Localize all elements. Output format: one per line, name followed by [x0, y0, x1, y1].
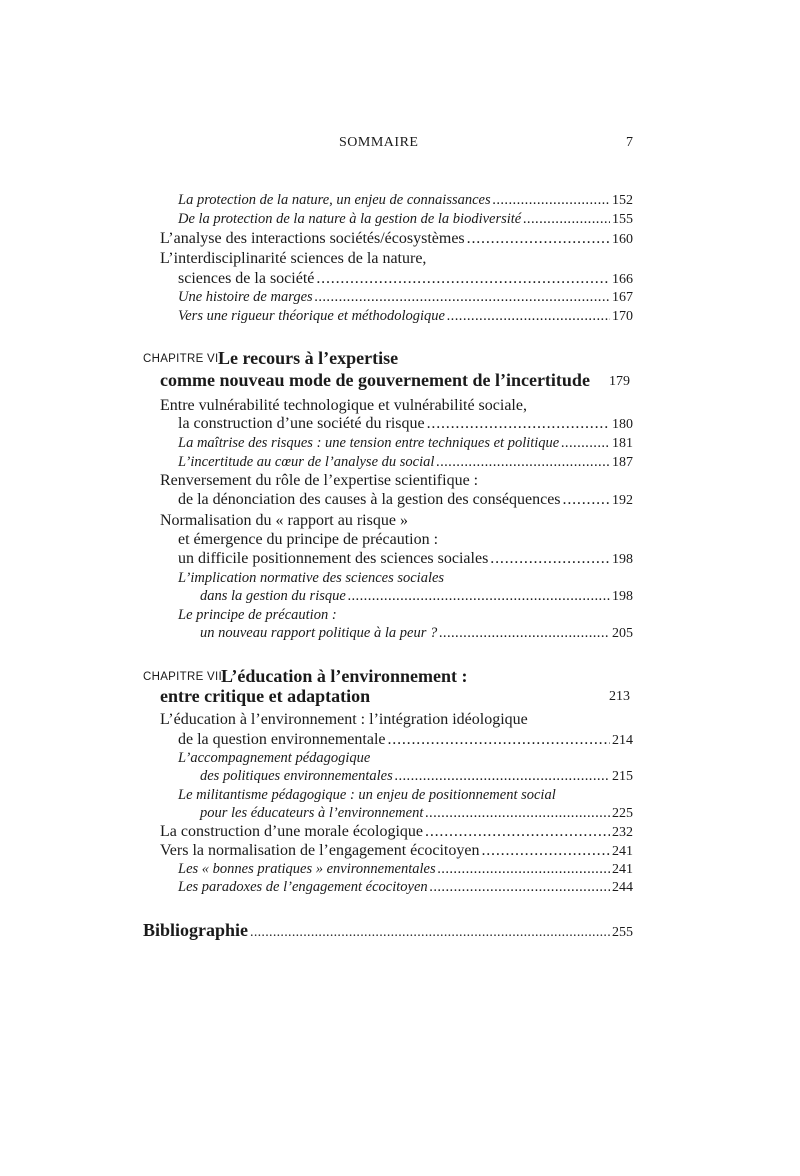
toc-entry-title: de la question environnementale: [178, 731, 386, 748]
leader-dots: [436, 454, 610, 471]
leader-dots: [430, 879, 610, 896]
toc-entry-page: 232: [612, 825, 633, 840]
leader-dots: [481, 842, 610, 860]
toc-entry[interactable]: [160, 842, 633, 860]
toc-entry[interactable]: [178, 435, 633, 452]
leader-dots: [438, 861, 610, 878]
toc-entry[interactable]: [178, 731, 633, 749]
toc-entry[interactable]: [178, 308, 633, 325]
toc-entry[interactable]: [200, 588, 633, 605]
toc-entry-title: L’implication normative des sciences sociales: [178, 570, 445, 586]
toc-entry[interactable]: [160, 823, 633, 841]
toc-entry-title: de la dénonciation des causes à la gestion des conséquences: [178, 491, 561, 508]
toc-entry-title: L’éducation à l’environnement : l’intégration idéologique: [160, 711, 528, 728]
toc-entry-title: De la protection de la nature à la gestion de la biodiversité: [178, 211, 522, 227]
toc-entry-title: Le militantisme pédagogique : un enjeu de positionnement social: [178, 787, 556, 803]
toc-entry-title: L’accompagnement pédagogique: [178, 750, 371, 766]
toc-entry-page: 166: [612, 272, 633, 287]
toc-entry[interactable]: [200, 805, 633, 822]
toc-entry[interactable]: [178, 491, 633, 509]
toc-entry-title: pour les éducateurs à l’environnement: [200, 805, 424, 821]
chapter-label: CHAPITRE VII: [143, 671, 223, 683]
toc-entry-page: 225: [612, 806, 633, 821]
leader-dots: [561, 435, 610, 452]
toc-entry-bibliography[interactable]: [143, 920, 633, 941]
toc-entry-title: L’analyse des interactions sociétés/écosystèmes: [160, 230, 465, 247]
toc-entry-title: Bibliographie: [143, 920, 249, 940]
toc-entry-page: 180: [612, 417, 633, 432]
toc-entry-page: 187: [612, 455, 633, 470]
toc-entry-title: Entre vulnérabilité technologique et vulnérabilité sociale,: [160, 397, 527, 414]
chapter-title[interactable]: entre critique et adaptation: [160, 686, 371, 706]
toc-entry-page: 215: [612, 769, 633, 784]
toc-entry-title: La maîtrise des risques : une tension entre techniques et politique: [178, 435, 560, 451]
toc-entry-title: la construction d’une société du risque: [178, 415, 425, 432]
toc-entry-page: 167: [612, 290, 633, 305]
leader-dots: [315, 289, 610, 306]
toc-entry-page: 170: [612, 309, 633, 324]
toc-entry-page: 205: [612, 626, 633, 641]
toc-entry[interactable]: [178, 454, 633, 471]
chapter-page: 179: [609, 374, 630, 389]
leader-dots: [348, 588, 610, 605]
chapter-title[interactable]: comme nouveau mode de gouvernement de l’incertitude: [160, 370, 590, 390]
toc-entry-page: 155: [612, 212, 633, 227]
chapter-page: 213: [609, 689, 630, 704]
toc-entry[interactable]: [178, 415, 633, 433]
toc-entry-page: 181: [612, 436, 633, 451]
toc-entry-title: Le principe de précaution :: [178, 607, 337, 623]
toc-entry-title: L’interdisciplinarité sciences de la nature,: [160, 250, 427, 267]
running-header-title: SOMMAIRE: [339, 135, 419, 150]
leader-dots: [490, 550, 610, 568]
toc-entry-title: Vers une rigueur théorique et méthodologique: [178, 308, 445, 324]
leader-dots: [493, 192, 610, 209]
toc-entry-page: 241: [612, 844, 633, 859]
leader-dots: [316, 270, 610, 288]
toc-entry-title: La construction d’une morale écologique: [160, 823, 424, 840]
toc-entry[interactable]: [178, 192, 633, 209]
toc-entry-page: 152: [612, 193, 633, 208]
toc-entry[interactable]: [178, 879, 633, 896]
toc-entry-title: Une histoire de marges: [178, 289, 313, 305]
toc-entry[interactable]: [178, 211, 633, 228]
leader-dots: [447, 308, 610, 325]
toc-entry-title: des politiques environnementales: [200, 768, 393, 784]
toc-entry-page: 244: [612, 880, 633, 895]
toc-entry-title: sciences de la société: [178, 270, 315, 287]
toc-entry-title: Les paradoxes de l’engagement écocitoyen: [178, 879, 428, 895]
running-header-page-number: 7: [626, 135, 634, 150]
toc-entry[interactable]: [200, 625, 633, 642]
toc-entry-page: 160: [612, 232, 633, 247]
toc-entry-title: Renversement du rôle de l’expertise scientifique :: [160, 472, 479, 489]
leader-dots: [395, 768, 610, 785]
toc-entry[interactable]: [178, 289, 633, 306]
leader-dots: [250, 925, 610, 941]
toc-entry-title: Les « bonnes pratiques » environnementales: [178, 861, 436, 877]
leader-dots: [425, 805, 610, 822]
leader-dots: [467, 230, 610, 248]
chapter-label: CHAPITRE VI: [143, 353, 219, 365]
toc-entry[interactable]: [200, 768, 633, 785]
leader-dots: [523, 211, 610, 228]
toc-entry-page: 214: [612, 733, 633, 748]
toc-entry-title: La protection de la nature, un enjeu de connaissances: [178, 192, 491, 208]
leader-dots: [425, 823, 610, 841]
toc-entry[interactable]: [178, 861, 633, 878]
leader-dots: [439, 625, 610, 642]
leader-dots: [563, 491, 610, 509]
toc-entry[interactable]: [160, 230, 633, 248]
toc-entry-page: 241: [612, 862, 633, 877]
toc-entry[interactable]: [178, 550, 633, 568]
leader-dots: [427, 415, 610, 433]
leader-dots: [387, 731, 610, 749]
toc-entry-title: et émergence du principe de précaution :: [178, 531, 439, 548]
toc-entry-title: Vers la normalisation de l’engagement écocitoyen: [160, 842, 480, 859]
toc-entry[interactable]: [178, 270, 633, 288]
toc-entry-page: 198: [612, 589, 633, 604]
toc-entry-title: dans la gestion du risque: [200, 588, 346, 604]
toc-entry-page: 192: [612, 493, 633, 508]
toc-entry-title: un nouveau rapport politique à la peur ?: [200, 625, 438, 641]
toc-entry-title: L’incertitude au cœur de l’analyse du social: [178, 454, 435, 470]
toc-entry-page: 198: [612, 552, 633, 567]
chapter-title[interactable]: L’éducation à l’environnement :: [221, 666, 468, 686]
toc-entry-page: 255: [612, 925, 633, 940]
toc-entry-title: Normalisation du « rapport au risque »: [160, 512, 408, 529]
chapter-title[interactable]: Le recours à l’expertise: [218, 348, 399, 368]
toc-entry-title: un difficile positionnement des sciences sociales: [178, 550, 489, 567]
